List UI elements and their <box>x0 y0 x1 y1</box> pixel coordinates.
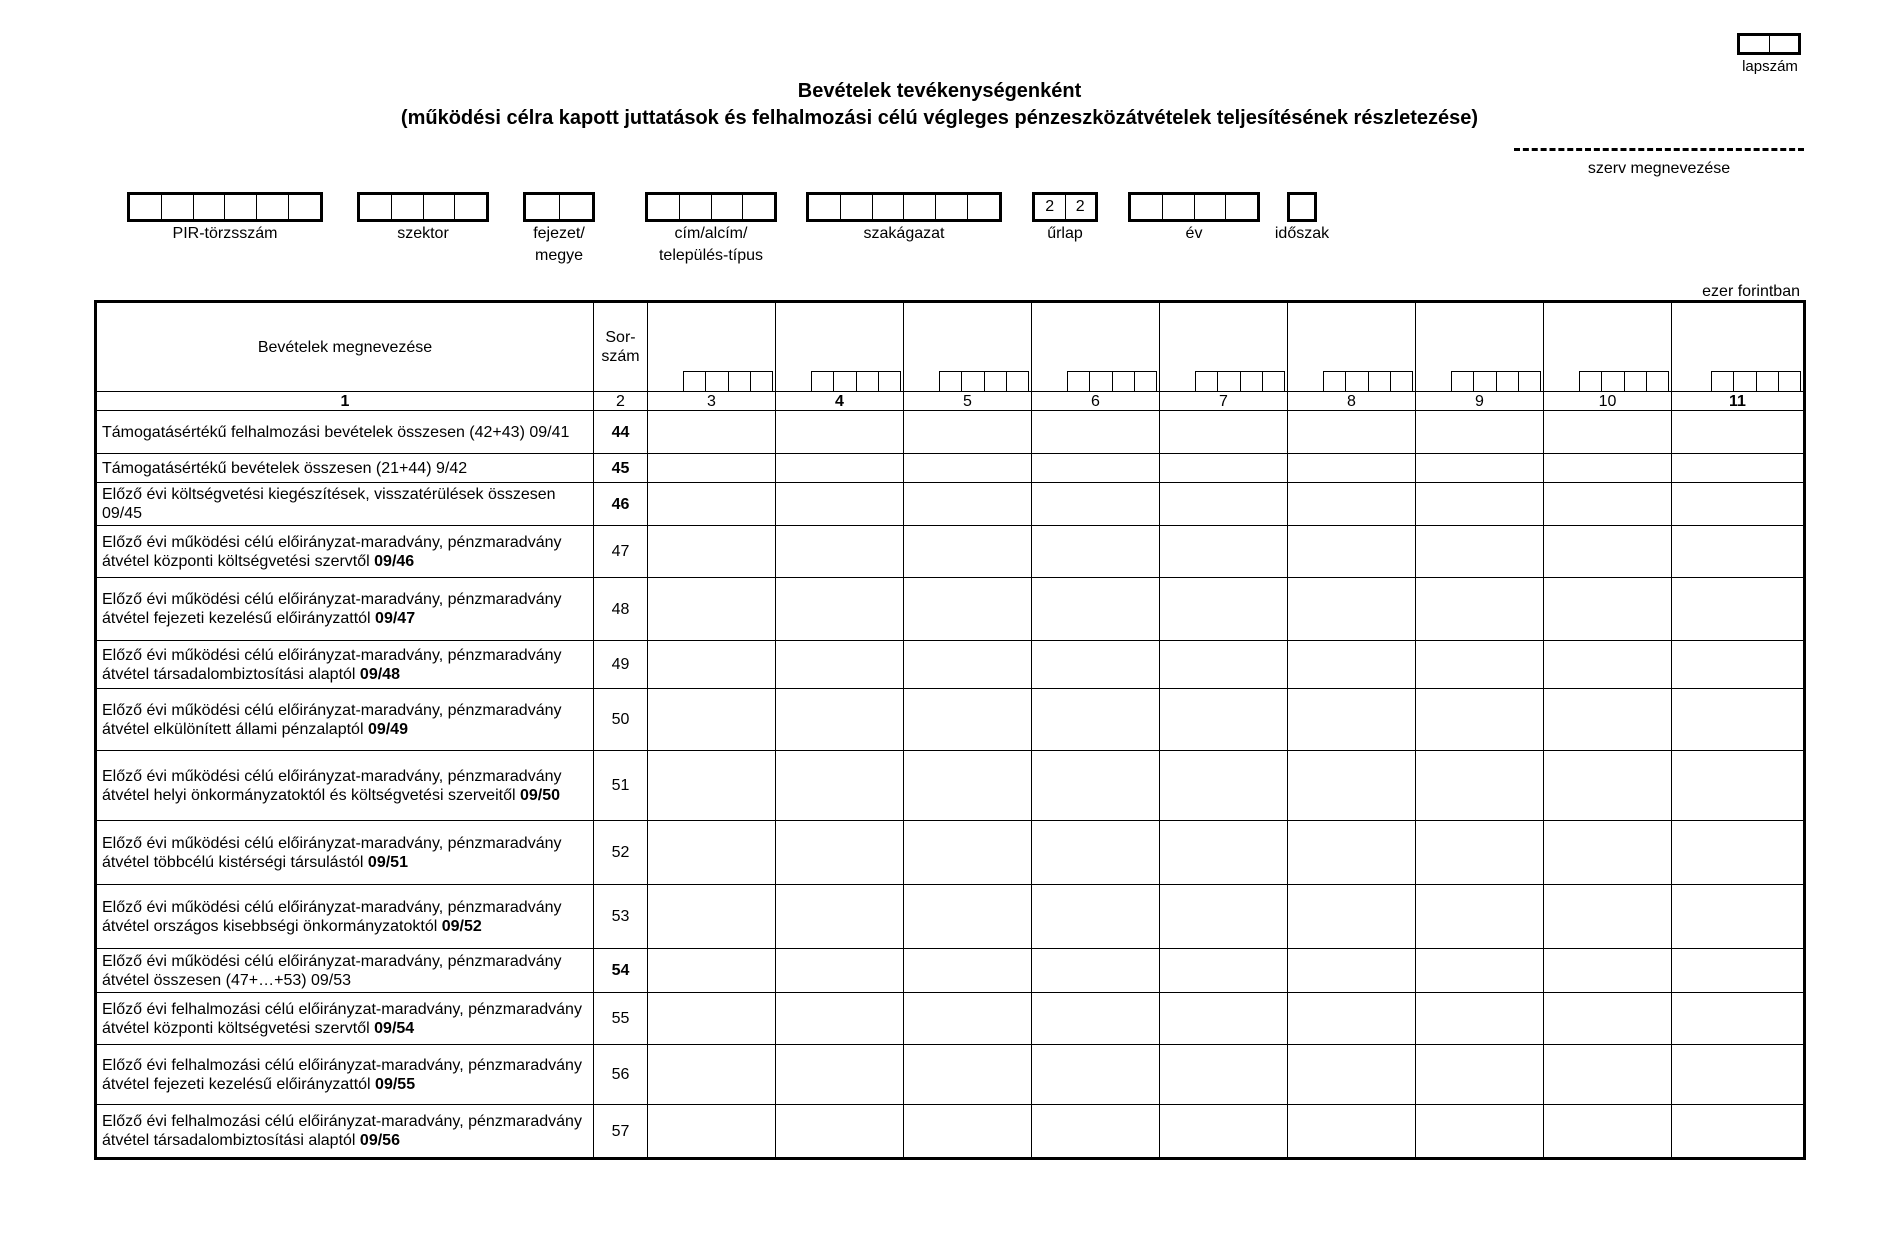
value-cell[interactable] <box>648 411 776 454</box>
value-cell[interactable] <box>1416 454 1544 483</box>
value-cell[interactable] <box>776 993 904 1045</box>
value-cell[interactable] <box>1160 454 1288 483</box>
value-cell[interactable] <box>776 751 904 821</box>
value-cell[interactable] <box>1160 689 1288 751</box>
code-cell[interactable]: 2 <box>1075 198 1085 215</box>
value-cell[interactable] <box>904 885 1032 949</box>
value-cell[interactable] <box>648 885 776 949</box>
code-cell[interactable] <box>225 195 257 219</box>
value-cell[interactable] <box>1032 1105 1160 1158</box>
code-cell[interactable] <box>648 195 680 219</box>
column-number: 8 <box>1288 392 1416 411</box>
value-cell[interactable] <box>1032 483 1160 526</box>
value-cell[interactable] <box>1032 454 1160 483</box>
value-cell[interactable] <box>1544 578 1672 641</box>
value-cell[interactable] <box>1416 993 1544 1045</box>
code-cell[interactable] <box>1290 195 1314 219</box>
value-cell[interactable] <box>1672 1045 1804 1105</box>
value-cell[interactable] <box>1416 578 1544 641</box>
column-code-boxes[interactable] <box>1067 371 1157 391</box>
code-cell[interactable] <box>392 195 424 219</box>
row-number: 54 <box>594 949 648 993</box>
table-row <box>97 578 1804 641</box>
column-number: 3 <box>648 392 776 411</box>
value-cell[interactable] <box>1672 689 1804 751</box>
column-code-header[interactable] <box>1288 303 1416 392</box>
value-cell[interactable] <box>904 821 1032 885</box>
value-cell[interactable] <box>1672 454 1804 483</box>
value-cell[interactable] <box>1032 949 1160 993</box>
code-cell[interactable] <box>560 195 593 219</box>
value-cell[interactable] <box>1544 1045 1672 1105</box>
form-title: Bevételek tevékenységenként <box>797 80 1082 102</box>
value-cell[interactable] <box>1288 1045 1416 1105</box>
value-cell[interactable] <box>1160 751 1288 821</box>
value-cell[interactable] <box>1160 1105 1288 1158</box>
value-cell[interactable] <box>1160 885 1288 949</box>
code-label: PIR-törzsszám <box>172 225 278 242</box>
value-cell[interactable] <box>1672 751 1804 821</box>
row-label: Előző évi működési célú előirányzat-maradvány, pénzmaradvány átvétel helyi önkormányzatoktól és költségvetési szerveitől 09/50 <box>97 751 594 821</box>
column-number-row <box>97 392 1804 411</box>
lapszam-box[interactable] <box>1737 33 1801 55</box>
value-cell[interactable] <box>1416 885 1544 949</box>
value-cell[interactable] <box>1288 483 1416 526</box>
row-number: 53 <box>594 885 648 949</box>
table-row <box>97 483 1804 526</box>
value-cell[interactable] <box>776 641 904 689</box>
column-code-header[interactable] <box>1416 303 1544 392</box>
value-cell[interactable] <box>1416 526 1544 578</box>
value-cell[interactable] <box>648 1045 776 1105</box>
code-cell[interactable] <box>809 195 841 219</box>
value-cell[interactable] <box>1544 885 1672 949</box>
row-label: Támogatásértékű felhalmozási bevételek összesen (42+43) 09/41 <box>97 411 594 454</box>
table-row <box>97 1105 1804 1158</box>
column-number: 5 <box>904 392 1032 411</box>
value-cell[interactable] <box>1672 578 1804 641</box>
column-code-header[interactable] <box>1672 303 1804 392</box>
column-code-boxes[interactable] <box>939 371 1029 391</box>
value-cell[interactable] <box>776 411 904 454</box>
value-cell[interactable] <box>1288 1105 1416 1158</box>
value-cell[interactable] <box>648 751 776 821</box>
row-label: Előző évi felhalmozási célú előirányzat-maradvány, pénzmaradvány átvétel fejezeti kezelésű előirányzattól 09/55 <box>97 1045 594 1105</box>
column-number: 4 <box>776 392 904 411</box>
value-cell[interactable] <box>1288 411 1416 454</box>
column-code-header[interactable] <box>1544 303 1672 392</box>
value-cell[interactable] <box>1672 1105 1804 1158</box>
lapszam-cell[interactable] <box>1770 36 1799 52</box>
value-cell[interactable] <box>648 641 776 689</box>
code-cell[interactable] <box>257 195 289 219</box>
value-cell[interactable] <box>1544 949 1672 993</box>
code-box[interactable] <box>1287 192 1317 222</box>
column-code-boxes[interactable] <box>1451 371 1541 391</box>
value-cell[interactable] <box>776 821 904 885</box>
value-cell[interactable] <box>776 526 904 578</box>
code-cell[interactable] <box>424 195 456 219</box>
code-cell[interactable] <box>526 195 560 219</box>
row-number: 50 <box>594 689 648 751</box>
code-cell[interactable]: 2 <box>1035 195 1066 219</box>
value-cell[interactable] <box>1288 578 1416 641</box>
value-cell[interactable] <box>1288 454 1416 483</box>
code-box[interactable] <box>523 192 595 222</box>
column-code-boxes[interactable] <box>811 371 901 391</box>
value-cell[interactable] <box>1032 993 1160 1045</box>
value-cell[interactable] <box>1288 949 1416 993</box>
value-cell[interactable] <box>1160 993 1288 1045</box>
row-label: Előző évi költségvetési kiegészítések, visszatérülések összesen 09/45 <box>97 483 594 526</box>
row-number: 47 <box>594 526 648 578</box>
code-box[interactable] <box>127 192 323 222</box>
table-row <box>97 689 1804 751</box>
value-cell[interactable] <box>1544 1105 1672 1158</box>
value-cell[interactable] <box>1672 483 1804 526</box>
row-number: 46 <box>594 483 648 526</box>
value-cell[interactable] <box>904 641 1032 689</box>
row-label: Előző évi felhalmozási célú előirányzat-maradvány, pénzmaradvány átvétel központi költségvetési szervtől 09/54 <box>97 993 594 1045</box>
row-label: Előző évi működési célú előirányzat-maradvány, pénzmaradvány átvétel elkülönített állami pénzalaptól 09/49 <box>97 689 594 751</box>
value-cell[interactable] <box>1672 821 1804 885</box>
code-cell[interactable] <box>873 195 905 219</box>
row-label: Előző évi felhalmozási célú előirányzat-maradvány, pénzmaradvány átvétel társadalombiztosítási alaptól 09/56 <box>97 1105 594 1158</box>
value-cell[interactable] <box>1160 1045 1288 1105</box>
value-cell[interactable] <box>1416 411 1544 454</box>
row-number: 57 <box>594 1105 648 1158</box>
row-number: 44 <box>594 411 648 454</box>
row-code: 09/46 <box>374 552 415 570</box>
value-cell[interactable] <box>1544 526 1672 578</box>
row-number: 52 <box>594 821 648 885</box>
table-row <box>97 641 1804 689</box>
value-cell[interactable] <box>1544 751 1672 821</box>
row-number: 48 <box>594 578 648 641</box>
code-cell[interactable] <box>1163 195 1195 219</box>
code-label: szektor <box>397 225 449 242</box>
value-cell[interactable] <box>648 993 776 1045</box>
code-label: űrlap <box>1047 225 1083 242</box>
row-code: 09/48 <box>359 665 400 683</box>
code-cell[interactable] <box>455 195 486 219</box>
form-subtitle: (működési célra kapott juttatások és felhalmozási célú végleges pénzeszközátvételek teljesítésének részletezése) <box>400 107 1479 129</box>
row-code: 09/55 <box>375 1075 416 1093</box>
row-label: Előző évi működési célú előirányzat-maradvány, pénzmaradvány átvétel többcélú kistérségi társulástól 09/51 <box>97 821 594 885</box>
value-cell[interactable] <box>648 949 776 993</box>
value-cell[interactable] <box>1032 821 1160 885</box>
value-cell[interactable] <box>1032 1045 1160 1105</box>
value-cell[interactable] <box>648 454 776 483</box>
value-cell[interactable] <box>1160 641 1288 689</box>
value-cell[interactable] <box>1672 949 1804 993</box>
value-cell[interactable] <box>1160 821 1288 885</box>
table-row <box>97 949 1804 993</box>
value-cell[interactable] <box>1416 751 1544 821</box>
value-cell[interactable] <box>648 1105 776 1158</box>
value-cell[interactable] <box>1672 641 1804 689</box>
code-cell[interactable] <box>289 195 320 219</box>
value-cell[interactable] <box>1672 411 1804 454</box>
column-code-header[interactable] <box>1160 303 1288 392</box>
value-cell[interactable] <box>1544 483 1672 526</box>
value-cell[interactable] <box>1544 641 1672 689</box>
value-cell[interactable] <box>776 483 904 526</box>
value-cell[interactable] <box>1032 578 1160 641</box>
value-cell[interactable] <box>904 411 1032 454</box>
row-label: Előző évi működési célú előirányzat-maradvány, pénzmaradvány átvétel társadalombiztosítási alaptól 09/48 <box>97 641 594 689</box>
unit-label: ezer forintban <box>1702 283 1800 300</box>
row-code: 09/54 <box>374 1019 415 1037</box>
szerv-name-line[interactable] <box>1514 148 1804 151</box>
value-cell[interactable] <box>1160 949 1288 993</box>
column-code-boxes[interactable] <box>1711 371 1801 391</box>
code-cell[interactable] <box>743 195 774 219</box>
table-row <box>97 993 1804 1045</box>
table-row <box>97 821 1804 885</box>
code-label: időszak <box>1274 225 1330 242</box>
column-code-header[interactable] <box>904 303 1032 392</box>
code-cell[interactable] <box>130 195 162 219</box>
row-code: 09/56 <box>359 1132 400 1149</box>
code-cell[interactable] <box>712 195 744 219</box>
value-cell[interactable] <box>904 454 1032 483</box>
value-cell[interactable] <box>1544 821 1672 885</box>
value-cell[interactable] <box>1416 1105 1544 1158</box>
value-cell[interactable] <box>1160 526 1288 578</box>
code-cell[interactable] <box>936 195 968 219</box>
table-row <box>97 454 1804 483</box>
value-cell[interactable] <box>1288 751 1416 821</box>
value-cell[interactable] <box>904 949 1032 993</box>
code-box[interactable] <box>1032 192 1098 222</box>
value-cell[interactable] <box>1544 993 1672 1045</box>
column-code-boxes[interactable] <box>1323 371 1413 391</box>
value-cell[interactable] <box>1416 1045 1544 1105</box>
code-box[interactable] <box>357 192 489 222</box>
value-cell[interactable] <box>1416 821 1544 885</box>
code-cell[interactable] <box>680 195 712 219</box>
column-code-boxes[interactable] <box>1195 371 1285 391</box>
code-box[interactable] <box>1128 192 1260 222</box>
value-cell[interactable] <box>1160 411 1288 454</box>
code-cell[interactable] <box>162 195 194 219</box>
row-label: Támogatásértékű bevételek összesen (21+44) 9/42 <box>97 454 594 483</box>
value-cell[interactable] <box>1416 689 1544 751</box>
value-cell[interactable] <box>1032 885 1160 949</box>
value-cell[interactable] <box>648 578 776 641</box>
value-cell[interactable] <box>648 483 776 526</box>
row-code: 09/52 <box>441 917 482 935</box>
value-cell[interactable] <box>776 454 904 483</box>
row-code: 09/49 <box>367 720 408 738</box>
code-label: fejezet/ megye <box>533 225 585 264</box>
value-cell[interactable] <box>904 1105 1032 1158</box>
code-box[interactable] <box>806 192 1002 222</box>
lapszam-cell[interactable] <box>1740 36 1770 52</box>
row-code: 09/51 <box>367 853 408 871</box>
value-cell[interactable] <box>776 1105 904 1158</box>
row-label: Előző évi működési célú előirányzat-maradvány, pénzmaradvány átvétel központi költségvetési szervtől 09/46 <box>97 526 594 578</box>
column-code-boxes[interactable] <box>683 371 773 391</box>
code-cell[interactable] <box>904 195 936 219</box>
value-cell[interactable] <box>1032 411 1160 454</box>
value-cell[interactable] <box>1160 483 1288 526</box>
code-cell[interactable] <box>1195 195 1227 219</box>
value-cell[interactable] <box>1288 526 1416 578</box>
value-cell[interactable] <box>1288 689 1416 751</box>
value-cell[interactable] <box>904 751 1032 821</box>
row-label: Előző évi működési célú előirányzat-maradvány, pénzmaradvány átvétel összesen (47+…+53) 09/53 <box>97 949 594 993</box>
code-label: szakágazat <box>863 225 945 242</box>
value-cell[interactable] <box>1672 526 1804 578</box>
value-cell[interactable] <box>1544 689 1672 751</box>
value-cell[interactable] <box>1032 526 1160 578</box>
value-cell[interactable] <box>776 1045 904 1105</box>
column-number: 6 <box>1032 392 1160 411</box>
szerv-label: szerv megnevezése <box>1587 160 1731 177</box>
table-row <box>97 885 1804 949</box>
value-cell[interactable] <box>648 689 776 751</box>
table-row <box>97 411 1804 454</box>
code-cell[interactable] <box>194 195 226 219</box>
value-cell[interactable] <box>1288 821 1416 885</box>
code-cell[interactable] <box>968 195 999 219</box>
code-label: év <box>1185 225 1203 242</box>
value-cell[interactable] <box>1416 483 1544 526</box>
row-number: 56 <box>594 1045 648 1105</box>
value-cell[interactable] <box>904 1045 1032 1105</box>
value-cell[interactable] <box>776 885 904 949</box>
column-code-header[interactable] <box>776 303 904 392</box>
column-number: 2 <box>594 392 648 411</box>
table-row <box>97 526 1804 578</box>
table-header-row <box>97 303 1804 392</box>
row-code: 09/50 <box>519 786 561 804</box>
value-cell[interactable] <box>904 993 1032 1045</box>
column-code-header[interactable] <box>1032 303 1160 392</box>
table-row <box>97 751 1804 821</box>
value-cell[interactable] <box>1416 641 1544 689</box>
row-number: 45 <box>594 454 648 483</box>
code-box[interactable] <box>645 192 777 222</box>
table-row <box>97 1045 1804 1105</box>
column-code-boxes[interactable] <box>1579 371 1669 391</box>
column-number: 11 <box>1672 392 1804 411</box>
value-cell[interactable] <box>1544 454 1672 483</box>
value-cell[interactable] <box>648 526 776 578</box>
code-label: cím/alcím/ település-típus <box>658 225 764 264</box>
value-cell[interactable] <box>1672 885 1804 949</box>
value-cell[interactable] <box>904 483 1032 526</box>
row-label: Előző évi működési célú előirányzat-maradvány, pénzmaradvány átvétel országos kisebbségi önkormányzatoktól 09/52 <box>97 885 594 949</box>
value-cell[interactable] <box>1288 993 1416 1045</box>
column-code-header[interactable] <box>648 303 776 392</box>
value-cell[interactable] <box>1032 641 1160 689</box>
column-number: 1 <box>97 392 594 411</box>
row-number: 49 <box>594 641 648 689</box>
column-number: 10 <box>1544 392 1672 411</box>
code-cell[interactable] <box>841 195 873 219</box>
column-number: 9 <box>1416 392 1544 411</box>
value-cell[interactable] <box>776 949 904 993</box>
row-label: Előző évi működési célú előirányzat-maradvány, pénzmaradvány átvétel fejezeti kezelésű előirányzattól 09/47 <box>97 578 594 641</box>
value-cell[interactable] <box>1288 885 1416 949</box>
value-cell[interactable] <box>776 689 904 751</box>
value-cell[interactable] <box>1160 578 1288 641</box>
row-code: 09/47 <box>375 610 416 627</box>
value-cell[interactable] <box>904 526 1032 578</box>
value-cell[interactable] <box>648 821 776 885</box>
code-cell[interactable] <box>360 195 392 219</box>
code-cell[interactable] <box>1131 195 1163 219</box>
value-cell[interactable] <box>904 689 1032 751</box>
value-cell[interactable] <box>1416 949 1544 993</box>
value-cell[interactable] <box>1544 411 1672 454</box>
value-cell[interactable] <box>1032 689 1160 751</box>
value-cell[interactable] <box>1672 993 1804 1045</box>
value-cell[interactable] <box>1288 641 1416 689</box>
value-cell[interactable] <box>904 578 1032 641</box>
value-cell[interactable] <box>1032 751 1160 821</box>
header-name: Bevételek megnevezése <box>97 303 594 392</box>
lapszam-label: lapszám <box>1742 58 1798 75</box>
revenue-table <box>96 302 1804 1158</box>
value-cell[interactable] <box>776 578 904 641</box>
column-number: 7 <box>1160 392 1288 411</box>
code-cell[interactable] <box>1226 195 1257 219</box>
row-number: 51 <box>594 751 648 821</box>
row-number: 55 <box>594 993 648 1045</box>
header-sorszam: Sor- szám <box>594 303 648 392</box>
